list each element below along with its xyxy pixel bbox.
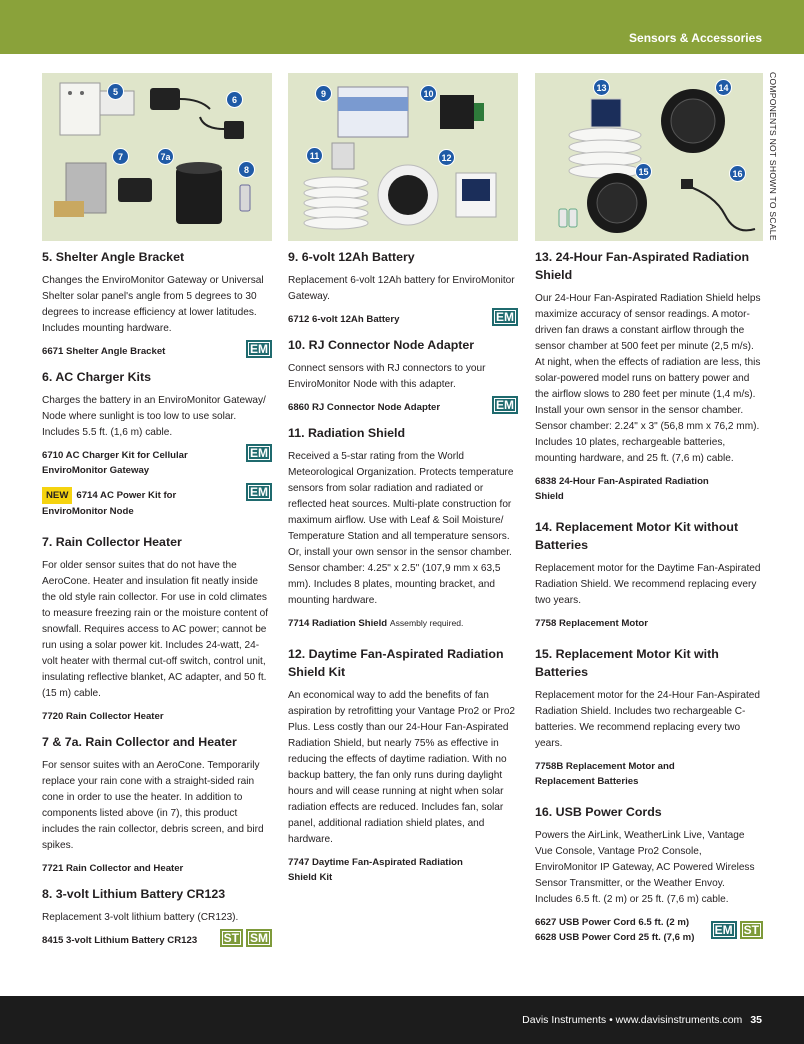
footer-bar [0, 996, 804, 1044]
product-title: 13. 24-Hour Fan-Aspirated Radiation Shield [535, 250, 750, 282]
em-badge: EM [246, 340, 272, 358]
badge: 6 [226, 91, 243, 108]
part-number: 6671 Shelter Angle Bracket EM [42, 344, 272, 359]
product-description: Powers the AirLink, WeatherLink Live, Vantage Vue Console, Vantage Pro2 Console, EnviroMonitor IP Gateway, AC Powered Wireless Sensor Transmitter, or the Weather Envoy. Includes 6.5 ft. (2 m) or 25 ft. (7,6 m) cable. [535, 830, 755, 905]
product-title: 16. USB Power Cords [535, 805, 662, 819]
badge: 16 [729, 165, 746, 182]
em-badge: EM [711, 921, 737, 939]
part-number: NEW 6714 AC Power Kit for EnviroMonitor Node EM [42, 487, 272, 519]
photo-col1 [42, 73, 272, 241]
em-badge: EM [246, 444, 272, 462]
part-number: 6712 6-volt 12Ah Battery EM [288, 312, 518, 327]
footer-text: Davis Instruments • www.davisinstruments.com [522, 1014, 743, 1026]
part-number: 6627 USB Power Cord 6.5 ft. (2 m) 6628 USB Power Cord 25 ft. (7,6 m) EM ST [535, 915, 763, 945]
product-title: 12. Daytime Fan-Aspirated Radiation Shield Kit [288, 647, 504, 679]
header-bar [0, 0, 804, 54]
sm-badge: SM [246, 929, 272, 947]
st-badge: ST [220, 929, 243, 947]
em-badge: EM [492, 308, 518, 326]
product-title: 7. Rain Collector Heater [42, 535, 182, 549]
product-description: Replacement 3-volt lithium battery (CR123). [42, 912, 239, 923]
part-number: 6710 AC Charger Kit for Cellular EnviroMonitor Gateway EM [42, 448, 272, 478]
badge: 15 [635, 163, 652, 180]
product-title: 8. 3-volt Lithium Battery CR123 [42, 887, 226, 901]
section-title: Sensors & Accessories [629, 31, 762, 45]
st-badge: ST [740, 921, 763, 939]
product-description: Replacement motor for the Daytime Fan-Aspirated Radiation Shield. We recommend replacing every two years. [535, 563, 761, 606]
product-title: 6. AC Charger Kits [42, 370, 152, 384]
badge: 9 [315, 85, 332, 102]
column-3 [535, 248, 763, 945]
scale-note: COMPONENTS NOT SHOWN TO SCALE [768, 72, 778, 241]
new-label: NEW [42, 487, 72, 504]
product-description: For sensor suites with an AeroCone. Temporarily replace your rain cone with a straight-sided rain cone in order to use the heater. In addition to components listed above (in 7), this product includes the rain collector, debris screen, and bird spikes. [42, 760, 264, 851]
part-number: 7758B Replacement Motor and Replacement Batteries [535, 761, 675, 787]
badge: 11 [306, 147, 323, 164]
product-description: Replacement motor for the 24-Hour Fan-Aspirated Radiation Shield. Includes two rechargeable C-batteries. We recommend replacing every two years. [535, 690, 760, 749]
badge: 14 [715, 79, 732, 96]
em-badge: EM [492, 396, 518, 414]
product-description: Received a 5-star rating from the World Meteorological Organization. Protects temperature sensors from solar radiation and radiated or reflected heat sources. Multi-plate construction for maximum airflow. Use with Leaf & Soil Moisture/ Temperature Station and all temperature sensors. Or, install your own sensor in the sensor chamber. Sensor chamber: 4.25" x 2.5" (107,9 mm x 63,5 mm). Includes 8 plates, mounting bracket, and mounting hardware. [288, 451, 514, 606]
em-badge: EM [246, 483, 272, 501]
badge: 13 [593, 79, 610, 96]
part-number: 6860 RJ Connector Node Adapter EM [288, 400, 518, 415]
part-number: 7714 Radiation Shield Assembly required. [288, 618, 464, 629]
page-number: 35 [750, 1014, 762, 1026]
product-title: 14. Replacement Motor Kit without Batteries [535, 520, 739, 552]
product-description: Connect sensors with RJ connectors to your EnviroMonitor Node with this adapter. [288, 363, 486, 390]
column-2 [288, 248, 518, 894]
badge: 8 [238, 161, 255, 178]
part-number: 7747 Daytime Fan-Aspirated Radiation Shield Kit [288, 857, 463, 883]
product-description: Our 24-Hour Fan-Aspirated Radiation Shield helps maximize accuracy of sensor readings. A motor-driven fan draws a constant airflow through the sensor chamber at 500 feet per minute (2,5 m/s). At night, when the effects of radiation are less, this solar-powered model runs on battery power and the airflow slows to 280 feet per minute (1,4 m/s). Install your own sensor in the sensor chamber. Sensor chamber: 2.24" x 3" (56,8 mm x 76,2 mm). Includes 10 plates, rechargeable batteries, mounting hardware, and 25 ft. (7,6 m) cable. [535, 293, 761, 464]
product-title: 5. Shelter Angle Bracket [42, 250, 185, 264]
product-title: 15. Replacement Motor Kit with Batteries [535, 647, 719, 679]
part-number: 7758 Replacement Motor [535, 618, 649, 629]
part-number: 7721 Rain Collector and Heater [42, 863, 184, 874]
product-description: Replacement 6-volt 12Ah battery for EnviroMonitor Gateway. [288, 275, 515, 302]
product-title: 10. RJ Connector Node Adapter [288, 338, 475, 352]
part-number: 6838 24-Hour Fan-Aspirated Radiation Shield [535, 476, 709, 502]
photo-col2 [288, 73, 518, 241]
badge: 10 [420, 85, 437, 102]
column-1 [42, 248, 272, 957]
product-title: 11. Radiation Shield [288, 426, 406, 440]
product-title: 7 & 7a. Rain Collector and Heater [42, 735, 237, 749]
badge: 7 [112, 148, 129, 165]
product-description: An economical way to add the benefits of fan aspiration by retrofitting your Vantage Pro2 or Pro2 Plus. Less costly than our 24-Hour Fan-Aspirated Radiation Shield, but nearly 75% as effective in reducing the effects of daytime radiation. With no backup battery, the fan only runs during daylight hours and will cease running at night when solar radiation effects are reduced. Includes fan, solar panel, additional radiation shield plates, and hardware. [288, 690, 516, 845]
badge: 12 [438, 149, 455, 166]
badge: 7a [157, 148, 174, 165]
product-description: Charges the battery in an EnviroMonitor Gateway/ Node where sunlight is too low to use solar. Includes 5.5 ft. (1,6 m) cable. [42, 395, 266, 438]
badge: 5 [107, 83, 124, 100]
photo-col3 [535, 73, 763, 241]
accessories-illustration-3 [535, 73, 763, 241]
product-description: Changes the EnviroMonitor Gateway or Universal Shelter solar panel's angle from 5 degrees to 30 degrees to increase efficiency at lower latitudes. Includes mounting hardware. [42, 275, 264, 334]
part-note: Assembly required. [389, 618, 464, 628]
product-title: 9. 6-volt 12Ah Battery [288, 250, 415, 264]
footer [522, 1014, 762, 1026]
part-number: 7720 Rain Collector Heater [42, 711, 164, 722]
part-number: 8415 3-volt Lithium Battery CR123 ST SM [42, 933, 272, 948]
product-description: For older sensor suites that do not have the AeroCone. Heater and insulation fit neatly inside the old style rain collector. For use in cold climates to measure freezing rain or the moisture content of snowfall. Requires access to AC power; cannot be run using a solar power kit. Includes 24-watt, 24-volt heater with thermal cut-off switch, control unit, insulating reflective blanket, AC adapter, and 50 ft. (15 m) cable. [42, 560, 269, 699]
